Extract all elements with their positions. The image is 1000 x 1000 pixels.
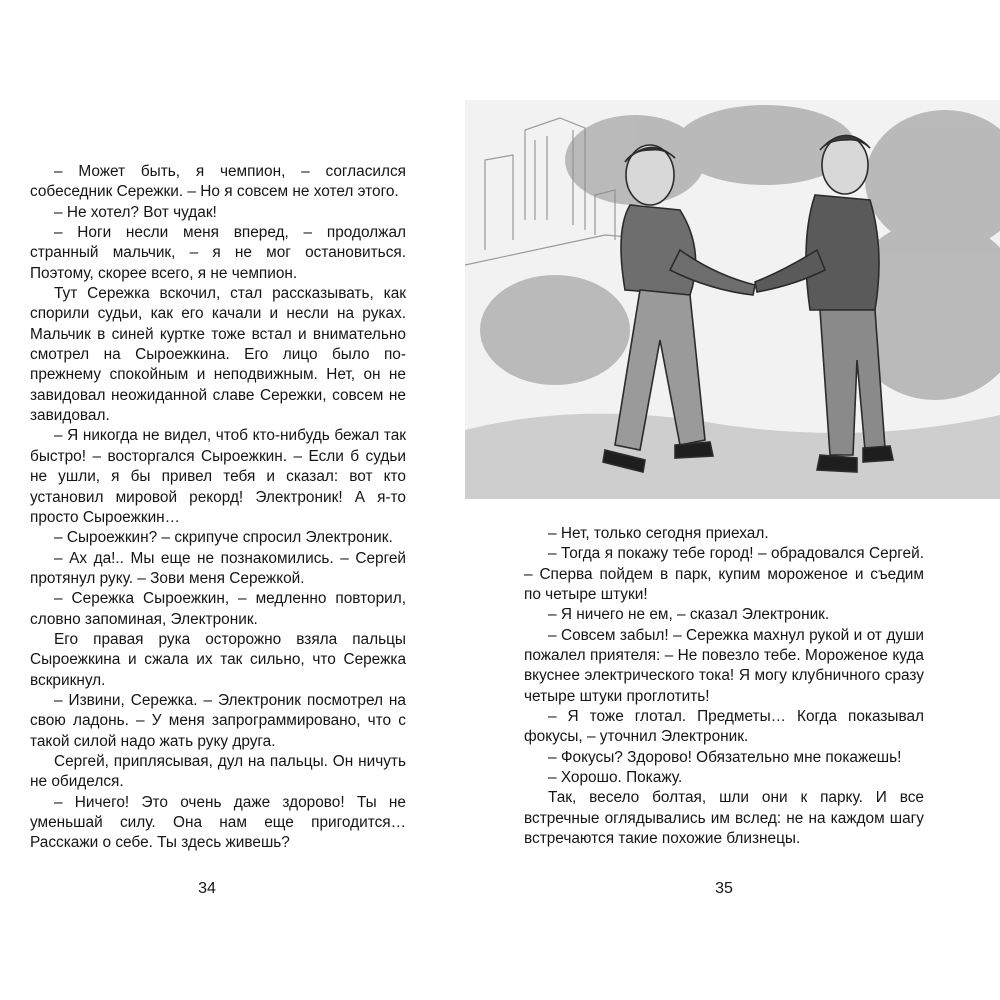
- paragraph: – Сережка Сыроежкин, – медленно повторил, словно запоминая, Электроник.: [30, 590, 406, 628]
- paragraph: Тут Сережка вскочил, стал рассказывать, как спорили судьи, как его качали и несли на руках. Мальчик в синей куртке тоже встал и внимательно смотрел на Сыроежкина. Его лицо было по-прежнему спокойным и неподвижным. Нет, он не завидовал неожиданной славе Сережки, совсем не завидовал.: [30, 285, 406, 425]
- paragraph: – Хорошо. Покажу.: [548, 769, 683, 787]
- paragraph: – Не хотел? Вот чудак!: [54, 203, 217, 221]
- paragraph: – Я тоже глотал. Предметы… Когда показывал фокусы, – уточнил Электроник.: [524, 708, 924, 746]
- paragraph: – Ноги несли меня вперед, – продолжал странный мальчик, – я не мог остановиться. Поэтому, скорее всего, я не чемпион.: [30, 224, 406, 282]
- paragraph: – Совсем забыл! – Сережка махнул рукой и от души пожалел приятеля: – Не повезло тебе. Мороженое куда вкуснее электрического тока! Я могу клубничного сразу четыре штуки проглотить!: [524, 626, 924, 705]
- page-number-left: 34: [198, 880, 216, 897]
- paragraph: – Нет, только сегодня приехал.: [548, 525, 769, 542]
- paragraph: – Ах да!.. Мы еще не познакомились. – Сергей протянул руку. – Зови меня Сережкой.: [30, 549, 406, 587]
- paragraph: – Я ничего не ем, – сказал Электроник.: [548, 606, 830, 624]
- paragraph: Так, весело болтая, шли они к парку. И все встречные оглядывались им вслед: не на каждом шагу встречаются такие похожие близнецы.: [524, 789, 924, 848]
- left-page-text: [30, 162, 406, 854]
- paragraph: – Тогда я покажу тебе город! – обрадовался Сергей. – Сперва пойдем в парк, купим мороженое и съедим по четыре штуки!: [524, 545, 924, 604]
- right-page-text: [524, 524, 924, 850]
- paragraph: Сергей, приплясывая, дул на пальцы. Он ничуть не обиделся.: [30, 752, 406, 791]
- paragraph: – Фокусы? Здорово! Обязательно мне покажешь!: [548, 748, 902, 766]
- paragraph: – Я никогда не видел, чтоб кто-нибудь бежал так быстро! – восторгался Сыроежкин. – Если б судьи не ушли, я бы привел тебя и сказал: вот кто установил мировой рекорд! Электроник! А я-то просто Сыроежкин…: [30, 427, 406, 526]
- illustration-boys-handshake: [465, 100, 1000, 499]
- paragraph: Его правая рука осторожно взяла пальцы Сыроежкина и сжала их так сильно, что Сережка вскрикнул.: [30, 630, 406, 689]
- paragraph: – Может быть, я чемпион, – согласился собеседник Сережки. – Но я совсем не хотел этого.: [30, 163, 406, 201]
- paragraph: – Извини, Сережка. – Электроник посмотрел на свою ладонь. – У меня запрограммировано, что с такой силой надо жать руку друга.: [30, 691, 406, 750]
- page-number-right: 35: [715, 880, 733, 897]
- paragraph: – Ничего! Это очень даже здорово! Ты не уменьшай силу. Она нам еще пригодится… Расскажи о себе. Ты здесь живешь?: [30, 793, 406, 852]
- paragraph: – Сыроежкин? – скрипуче спросил Электроник.: [54, 529, 393, 547]
